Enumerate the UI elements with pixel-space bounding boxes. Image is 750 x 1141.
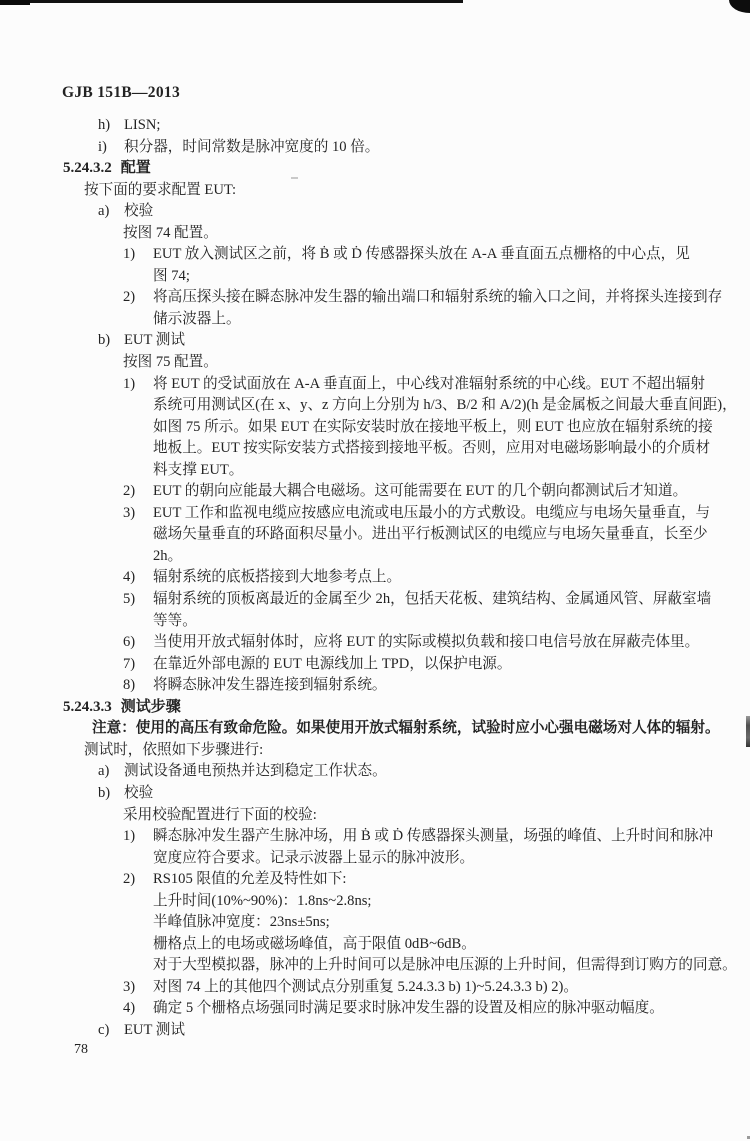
text-content: 配置 xyxy=(120,160,151,177)
page-number: 78 xyxy=(74,1042,88,1057)
text-content: 对于大型模拟器，脉冲的上升时间可以是脉冲电压源的上升时间，但需得到订购方的同意。 xyxy=(153,957,737,974)
list-label: 4) xyxy=(123,569,136,586)
text-content: 栅格点上的电场或磁场峰值，高于限值 0dB~6dB。 xyxy=(153,935,476,952)
list-label: 5.24.3.3 xyxy=(63,698,112,715)
text-content: EUT 放入测试区之前，将 Ḃ 或 Ḋ 传感器探头放在 A-A 垂直面五点栅格的中心点，见 xyxy=(153,246,690,263)
paragraph xyxy=(0,180,750,202)
text-content: 瞬态脉冲发生器产生脉冲场，用 Ḃ 或 Ḋ 传感器探头测量，场强的峰值、上升时间和脉冲 xyxy=(153,828,714,845)
section-heading xyxy=(0,158,750,180)
list-label: a) xyxy=(98,763,110,780)
list-label: c) xyxy=(98,1021,110,1038)
continuation xyxy=(0,934,750,956)
text-content: 将高压探头接在瞬态脉冲发生器的输出端口和辐射系统的输入口之间，并将探头连接到存 xyxy=(153,289,723,306)
text-content: 辐射系统的底板搭接到大地参考点上。 xyxy=(153,569,402,586)
continuation xyxy=(0,438,750,460)
text-content: 测试设备通电预热并达到稳定工作状态。 xyxy=(124,763,387,780)
text-content: 校验 xyxy=(124,784,154,801)
list-label: a) xyxy=(98,203,110,220)
text-content: 将 EUT 的受试面放在 A-A 垂直面上，中心线对准辐射系统的中心线。EUT 不超出辐射 xyxy=(153,375,705,392)
text-content: 料支撑 EUT。 xyxy=(153,461,244,478)
text-content: 磁场矢量垂直的环路面积尽量小。进出平行板测试区的电缆应与电场矢量垂直，长至少 xyxy=(153,526,708,543)
text-content: 测试时，依照如下步骤进行: xyxy=(84,741,264,758)
alpha-item xyxy=(0,201,750,223)
continuation xyxy=(0,266,750,288)
list-label: 6) xyxy=(123,634,136,651)
document-body xyxy=(0,115,750,1042)
scan-edge-top-left xyxy=(0,0,30,5)
text-content: 宽度应符合要求。记录示波器上显示的脉冲波形。 xyxy=(153,849,475,866)
alpha-item xyxy=(0,330,750,352)
sub-paragraph xyxy=(0,805,750,827)
list-label: b) xyxy=(98,784,111,801)
text-content: 注意：使用的高压有致命危险。如果使用开放式辐射系统，试验时应小心强电磁场对人体的辐射。 xyxy=(92,720,720,737)
text-content: 按图 75 配置。 xyxy=(123,354,218,371)
num-item xyxy=(0,977,750,999)
sub-paragraph xyxy=(0,223,750,245)
text-content: EUT 工作和监视电缆应按感应电流或电压最小的方式敷设。电缆应与电场矢量垂直，与 xyxy=(153,504,711,521)
text-content: 如图 75 所示。如果 EUT 在实际安装时放在接地平板上，则 EUT 也应放在辐射系统的接 xyxy=(153,418,713,435)
text-content: EUT 的朝向应能最大耦合电磁场。这可能需要在 EUT 的几个朝向都测试后才知道。 xyxy=(153,483,688,500)
text-content: 2h。 xyxy=(153,547,183,564)
text-content: 储示波器上。 xyxy=(153,310,241,327)
text-content: 确定 5 个栅格点场强同时满足要求时脉冲发生器的设置及相应的脉冲驱动幅度。 xyxy=(153,1000,664,1017)
alpha-item xyxy=(0,761,750,783)
text-content: 在靠近外部电源的 EUT 电源线加上 TPD，以保护电源。 xyxy=(153,655,512,672)
text-content: 上升时间(10%~90%)：1.8ns~2.8ns; xyxy=(153,892,372,909)
list-label: 7) xyxy=(123,655,136,672)
text-content: 对图 74 上的其他四个测试点分别重复 5.24.3.3 b) 1)~5.24.3.3 b) 2)。 xyxy=(153,978,579,995)
list-label: 8) xyxy=(123,677,136,694)
continuation xyxy=(0,395,750,417)
text-content: RS105 限值的允差及特性如下: xyxy=(153,871,347,888)
num-item xyxy=(0,998,750,1020)
num-item xyxy=(0,244,750,266)
text-content: 半峰值脉冲宽度：23ns±5ns; xyxy=(153,914,330,931)
text-content: 将瞬态脉冲发生器连接到辐射系统。 xyxy=(153,677,387,694)
text-content: 测试步骤 xyxy=(120,698,181,715)
num-item xyxy=(0,826,750,848)
text-content: LISN; xyxy=(124,117,161,133)
text-content: 图 74; xyxy=(153,267,190,284)
num-item xyxy=(0,567,750,589)
text-content: EUT 测试 xyxy=(124,1021,185,1038)
list-label: 4) xyxy=(123,1000,136,1017)
continuation xyxy=(0,546,750,568)
continuation xyxy=(0,891,750,913)
text-content: 校验 xyxy=(124,203,154,220)
list-label: 5.24.3.2 xyxy=(63,160,112,177)
num-item xyxy=(0,503,750,525)
num-item xyxy=(0,481,750,503)
continuation xyxy=(0,955,750,977)
text-content: 采用校验配置进行下面的校验: xyxy=(123,806,317,823)
notice xyxy=(0,718,750,740)
text-content: 按下面的要求配置 EUT: xyxy=(84,181,237,198)
num-item xyxy=(0,589,750,611)
list-label: b) xyxy=(98,332,111,349)
continuation xyxy=(0,460,750,482)
num-item xyxy=(0,374,750,396)
list-label: 2) xyxy=(123,483,136,500)
list-label: 3) xyxy=(123,978,136,995)
scan-corner-top-right xyxy=(729,0,750,13)
list-label: 2) xyxy=(123,289,136,306)
text-content: 系统可用测试区(在 x、y、z 方向上分别为 h/3、B/2 和 A/2)(h 是金属板之间最大垂直间距)， xyxy=(153,397,737,414)
text-content: 等等。 xyxy=(153,612,197,629)
list-label: h) xyxy=(98,117,111,133)
paragraph xyxy=(0,740,750,762)
alpha-item xyxy=(0,115,750,137)
list-label: 2) xyxy=(123,871,136,888)
text-content: 按图 74 配置。 xyxy=(123,224,218,241)
text-content: EUT 测试 xyxy=(124,332,185,349)
num-item xyxy=(0,654,750,676)
text-content: 地板上。EUT 按实际安装方式搭接到接地平板。否则，应用对电磁场影响最小的介质材 xyxy=(153,440,711,457)
text-content: 当使用开放式辐射体时，应将 EUT 的实际或模拟负载和接口电信号放在屏蔽壳体里。 xyxy=(153,634,700,651)
alpha-item xyxy=(0,1020,750,1042)
continuation xyxy=(0,309,750,331)
continuation xyxy=(0,611,750,633)
list-label: i) xyxy=(98,138,107,155)
continuation xyxy=(0,848,750,870)
continuation xyxy=(0,912,750,934)
list-label: 3) xyxy=(123,504,136,521)
num-item xyxy=(0,632,750,654)
num-item xyxy=(0,287,750,309)
alpha-item xyxy=(0,783,750,805)
scan-edge-top-line xyxy=(0,0,463,3)
list-label: 1) xyxy=(123,828,136,845)
section-heading xyxy=(0,697,750,719)
num-item xyxy=(0,869,750,891)
document-header: GJB 151B—2013 xyxy=(62,84,181,101)
list-label: 1) xyxy=(123,375,136,392)
continuation xyxy=(0,417,750,439)
text-content: 辐射系统的顶板离最近的金属至少 2h，包括天花板、建筑结构、金属通风管、屏蔽室墙 xyxy=(153,591,712,608)
list-label: 5) xyxy=(123,591,136,608)
continuation xyxy=(0,524,750,546)
list-label: 1) xyxy=(123,246,136,263)
text-content: 积分器，时间常数是脉冲宽度的 10 倍。 xyxy=(124,138,380,155)
sub-paragraph xyxy=(0,352,750,374)
alpha-item xyxy=(0,137,750,159)
num-item xyxy=(0,675,750,697)
